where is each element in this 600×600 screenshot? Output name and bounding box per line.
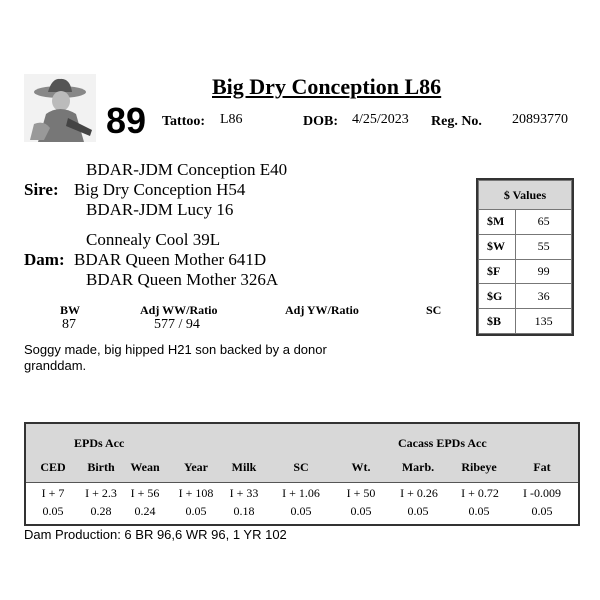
epd-col-label: Wt. — [351, 460, 371, 474]
acc-value: 0.05 — [407, 504, 429, 518]
epd-col-label: Milk — [231, 460, 257, 474]
sc-label: SC — [426, 303, 442, 317]
epd-value: I + 2.3 — [85, 486, 117, 500]
carcass-epds-group-label: Cacass EPDs Acc — [398, 436, 487, 450]
epd-value: I + 56 — [130, 486, 160, 500]
dollar-value-row: $F 99 — [479, 259, 572, 284]
dam-label: Dam: — [24, 250, 65, 269]
acc-value: 0.05 — [468, 504, 490, 518]
epd-col-label: Wean — [130, 460, 160, 474]
epd-value: I -0.009 — [523, 486, 561, 500]
ww-value: 577 / 94 — [154, 317, 200, 332]
dam-dam: BDAR Queen Mother 326A — [86, 270, 279, 289]
description-note: Soggy made, big hipped H21 son backed by a donor granddam. — [24, 342, 327, 373]
acc-value: 0.05 — [350, 504, 372, 518]
bw-value: 87 — [62, 317, 76, 332]
sire-name: Big Dry Conception H54 — [74, 180, 246, 199]
lot-number: 89 — [106, 100, 147, 141]
acc-value: 0.05 — [290, 504, 312, 518]
epd-col-label: Marb. — [401, 460, 435, 474]
sire-dam: BDAR-JDM Lucy 16 — [86, 200, 234, 219]
epd-col-label: Fat — [533, 460, 551, 474]
ww-label: Adj WW/Ratio — [140, 303, 218, 317]
epd-value: I + 108 — [178, 486, 214, 500]
animal-name: Big Dry Conception L86 — [212, 74, 442, 99]
sire-sire: BDAR-JDM Conception E40 — [86, 160, 288, 179]
epd-col-label: SC — [293, 460, 309, 474]
dollar-value-row: $M 65 — [479, 210, 572, 235]
epd-col-label: CED — [40, 460, 66, 474]
epd-value: I + 1.06 — [282, 486, 320, 500]
epd-table — [24, 422, 580, 526]
epds-group-label: EPDs Acc — [74, 436, 125, 450]
dollar-values-box — [476, 178, 574, 336]
dollar-value-row: $G 36 — [479, 284, 572, 309]
yw-label: Adj YW/Ratio — [285, 303, 359, 317]
reg-value: 20893770 — [512, 112, 568, 127]
cowboy-logo — [24, 74, 96, 142]
dam-sire: Connealy Cool 39L — [86, 230, 221, 249]
epd-value: I + 0.26 — [400, 486, 438, 500]
acc-value: 0.05 — [185, 504, 207, 518]
tattoo-value: L86 — [220, 112, 243, 127]
dollar-value-row: $W 55 — [479, 234, 572, 259]
acc-value: 0.28 — [90, 504, 112, 518]
epd-value: I + 0.72 — [461, 486, 499, 500]
dollar-value-row: $B 135 — [479, 309, 572, 334]
reg-label: Reg. No. — [431, 114, 482, 129]
acc-value: 0.18 — [233, 504, 255, 518]
epd-value: I + 50 — [346, 486, 376, 500]
epd-col-label: Birth — [87, 460, 115, 474]
dob-value: 4/25/2023 — [352, 112, 409, 127]
acc-value: 0.05 — [42, 504, 64, 518]
acc-value: 0.24 — [134, 504, 156, 518]
epd-col-label: Year — [184, 460, 208, 474]
dam-production: Dam Production: 6 BR 96,6 WR 96, 1 YR 102 — [24, 527, 287, 542]
dob-label: DOB: — [303, 114, 338, 129]
tattoo-label: Tattoo: — [162, 114, 206, 129]
dollar-values-title: $ Values — [479, 181, 572, 210]
dam-name: BDAR Queen Mother 641D — [74, 250, 267, 269]
sire-label: Sire: — [24, 180, 59, 199]
bw-label: BW — [60, 303, 81, 317]
epd-col-label: Ribeye — [461, 460, 497, 474]
acc-value: 0.05 — [531, 504, 553, 518]
epd-value: I + 7 — [41, 486, 65, 500]
epd-value: I + 33 — [229, 486, 259, 500]
